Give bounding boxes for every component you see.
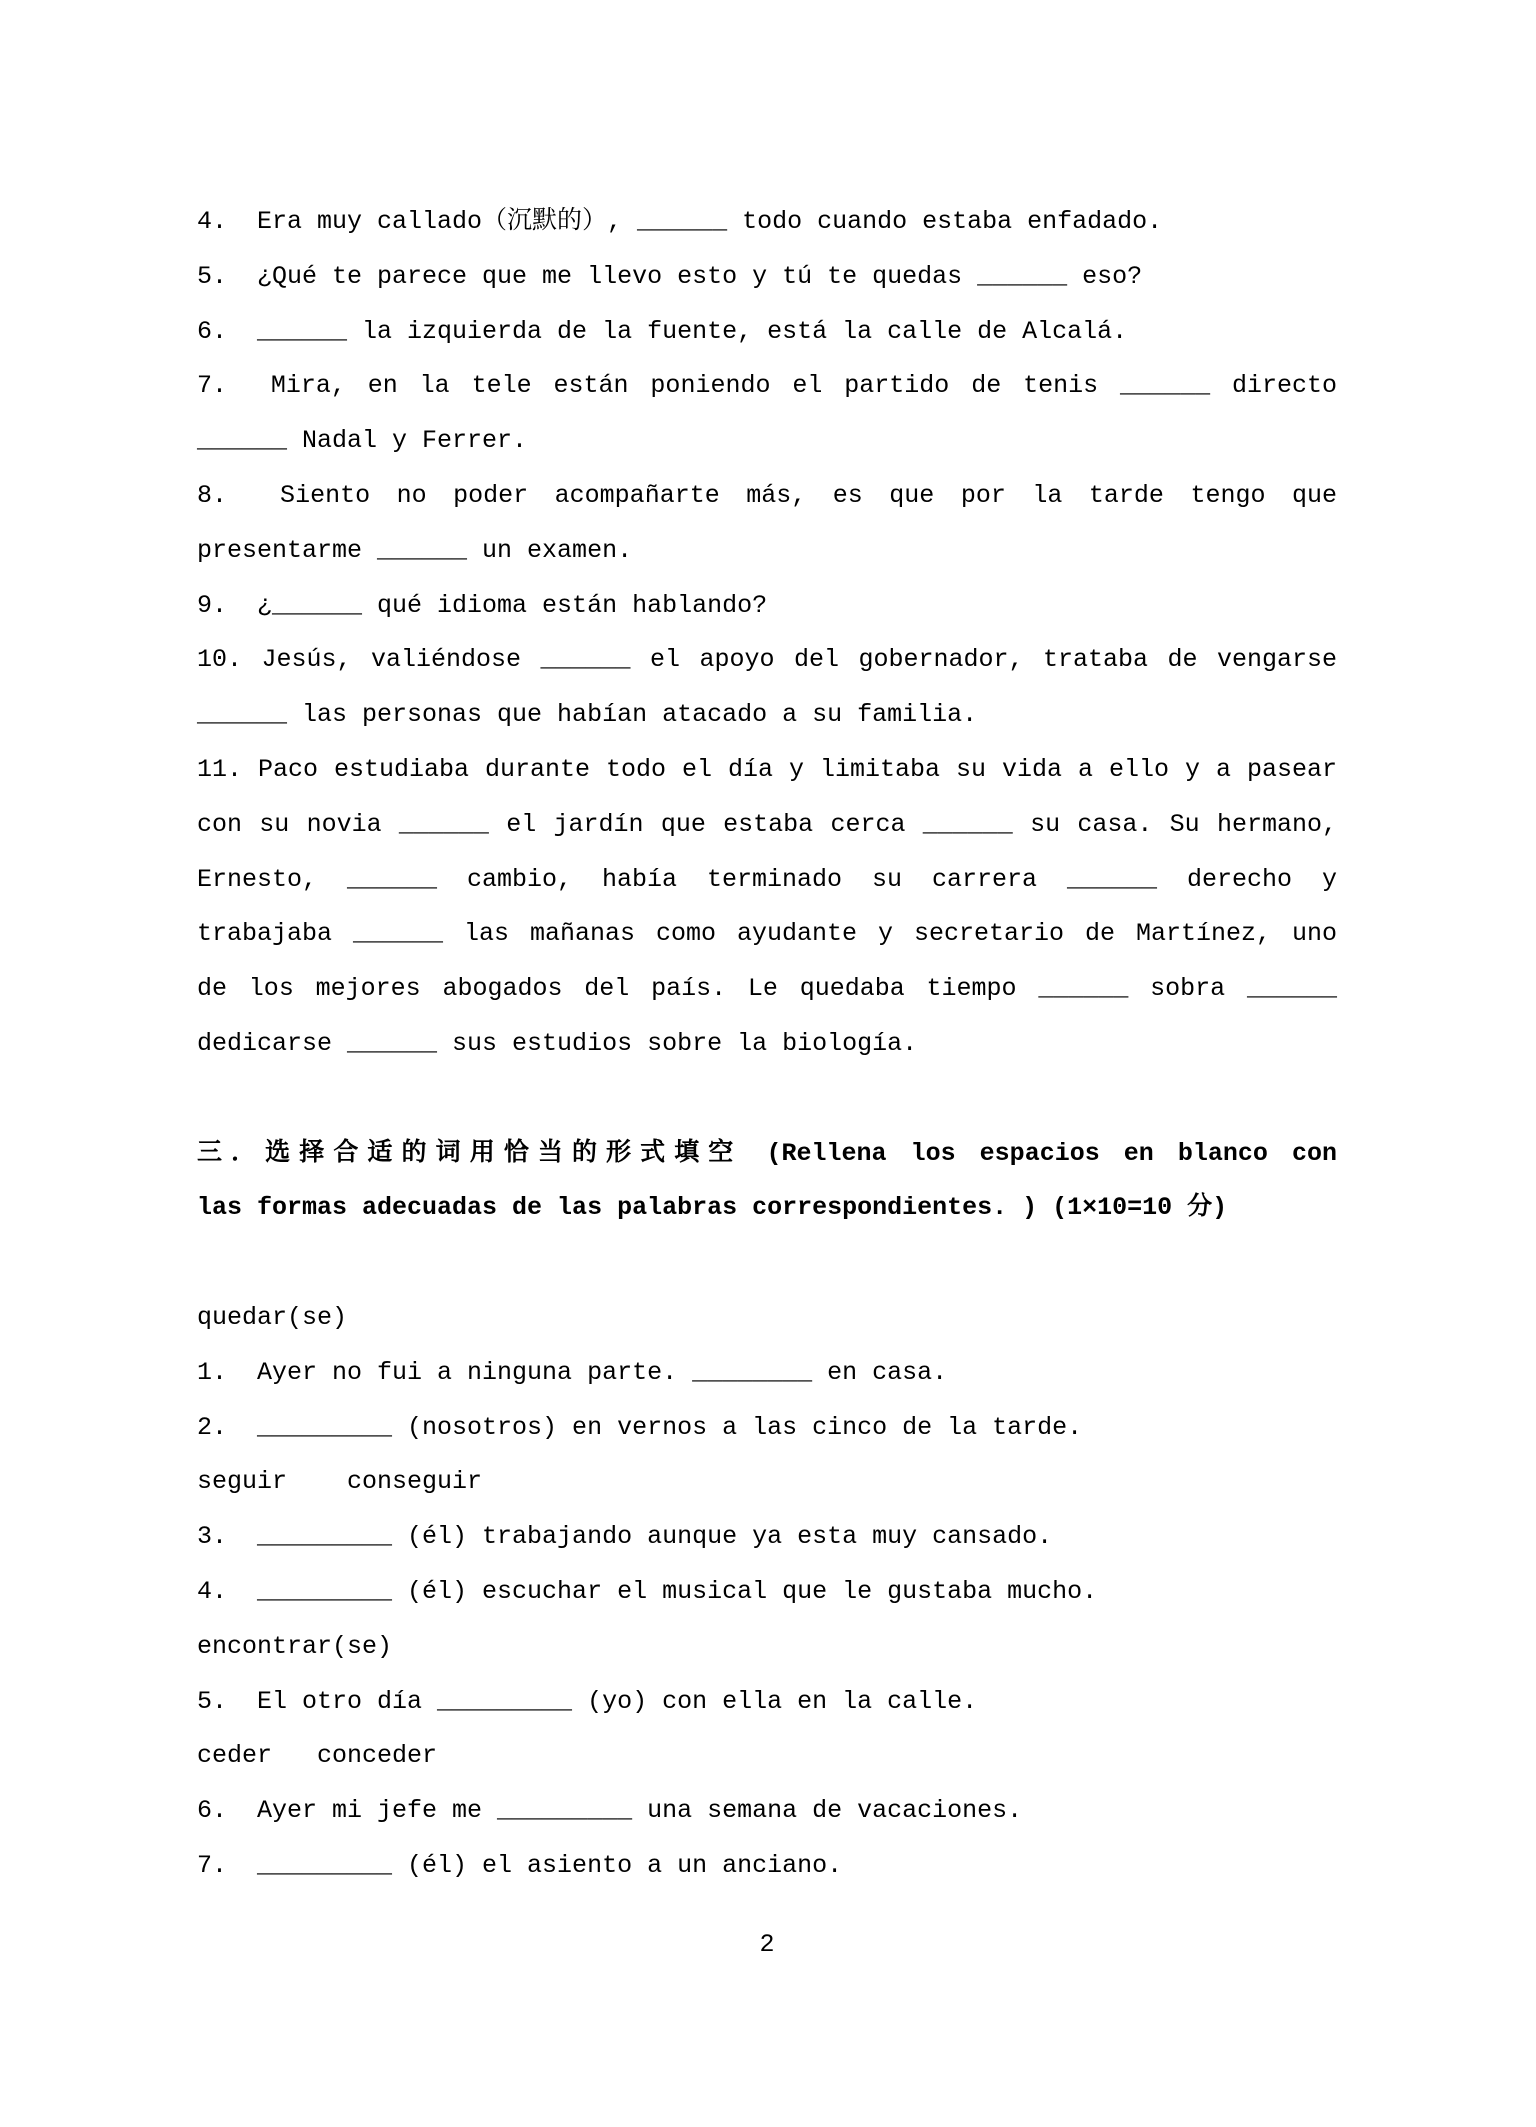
s2-item11-line5: de los mejores abogados del país. Le quedaba tiempo ______ sobra ______ — [197, 974, 1337, 1004]
s2-item6-line: 6. ______ la izquierda de la fuente, está la calle de Alcalá. — [197, 316, 1128, 346]
s2-item8-line2: presentarme ______ un examen. — [197, 535, 633, 565]
s2-item7-line1: 7. Mira, en la tele están poniendo el partido de tenis ______ directo — [197, 371, 1337, 401]
verb-bank-ceder-conceder: ceder conceder — [197, 1741, 438, 1771]
s2-item11-line3: Ernesto, ______ cambio, había terminado su carrera ______ derecho y — [197, 864, 1337, 894]
s2-item11-line6: dedicarse ______ sus estudios sobre la biología. — [197, 1028, 918, 1058]
s3-item7-line: 7. _________ (él) el asiento a un anciano. — [197, 1850, 843, 1880]
text-column — [197, 195, 1337, 1973]
s2-item5-line: 5. ¿Qué te parece que me llevo esto y tú te quedas ______ eso? — [197, 261, 1143, 291]
s3-item4-line: 4. _________ (él) escuchar el musical que le gustaba mucho. — [197, 1576, 1098, 1606]
s2-item11-line4: trabajaba ______ las mañanas como ayudante y secretario de Martínez, uno — [197, 919, 1337, 949]
s3-item3-line: 3. _________ (él) trabajando aunque ya esta muy cansado. — [197, 1522, 1053, 1552]
blank-line — [197, 1236, 1337, 1291]
s3-item5-line: 5. El otro día _________ (yo) con ella en la calle. — [197, 1686, 978, 1716]
page-number: 2 — [759, 1929, 775, 1959]
s2-item11-line1: 11. Paco estudiaba durante todo el día y limitaba su vida a ello y a pasear — [197, 754, 1337, 784]
blank-line — [197, 1072, 1337, 1127]
s3-item1-line: 1. Ayer no fui a ninguna parte. ________ en casa. — [197, 1357, 948, 1387]
section3-heading-line1: 三．选择合适的词用恰当的形式填空 (Rellena los espacios en blanco con — [197, 1138, 1337, 1168]
s2-item7-line2: ______ Nadal y Ferrer. — [197, 426, 528, 456]
s3-item6-line: 6. Ayer mi jefe me _________ una semana de vacaciones. — [197, 1796, 1023, 1826]
s2-item11-line2: con su novia ______ el jardín que estaba cerca ______ su casa. Su hermano, — [197, 809, 1337, 839]
verb-bank-quedarse: quedar(se) — [197, 1302, 348, 1332]
s2-item9-line: 9. ¿______ qué idioma están hablando? — [197, 590, 768, 620]
s2-item10-line2: ______ las personas que habían atacado a su familia. — [197, 700, 978, 730]
verb-bank-encontrarse: encontrar(se) — [197, 1631, 393, 1661]
s2-item4-line: 4. Era muy callado（沉默的）, ______ todo cuando estaba enfadado. — [197, 207, 1163, 236]
s2-item10-line1: 10. Jesús, valiéndose ______ el apoyo del gobernador, trataba de vengarse — [197, 645, 1337, 675]
verb-bank-seguir-conseguir: seguir conseguir — [197, 1467, 483, 1497]
section3-heading-line2: las formas adecuadas de las palabras correspondientes. ) (1×10=10 分) — [197, 1193, 1228, 1223]
s3-item2-line: 2. _________ (nosotros) en vernos a las cinco de la tarde. — [197, 1412, 1083, 1442]
s2-item8-line1: 8. Siento no poder acompañarte más, es que por la tarde tengo que — [197, 480, 1337, 510]
